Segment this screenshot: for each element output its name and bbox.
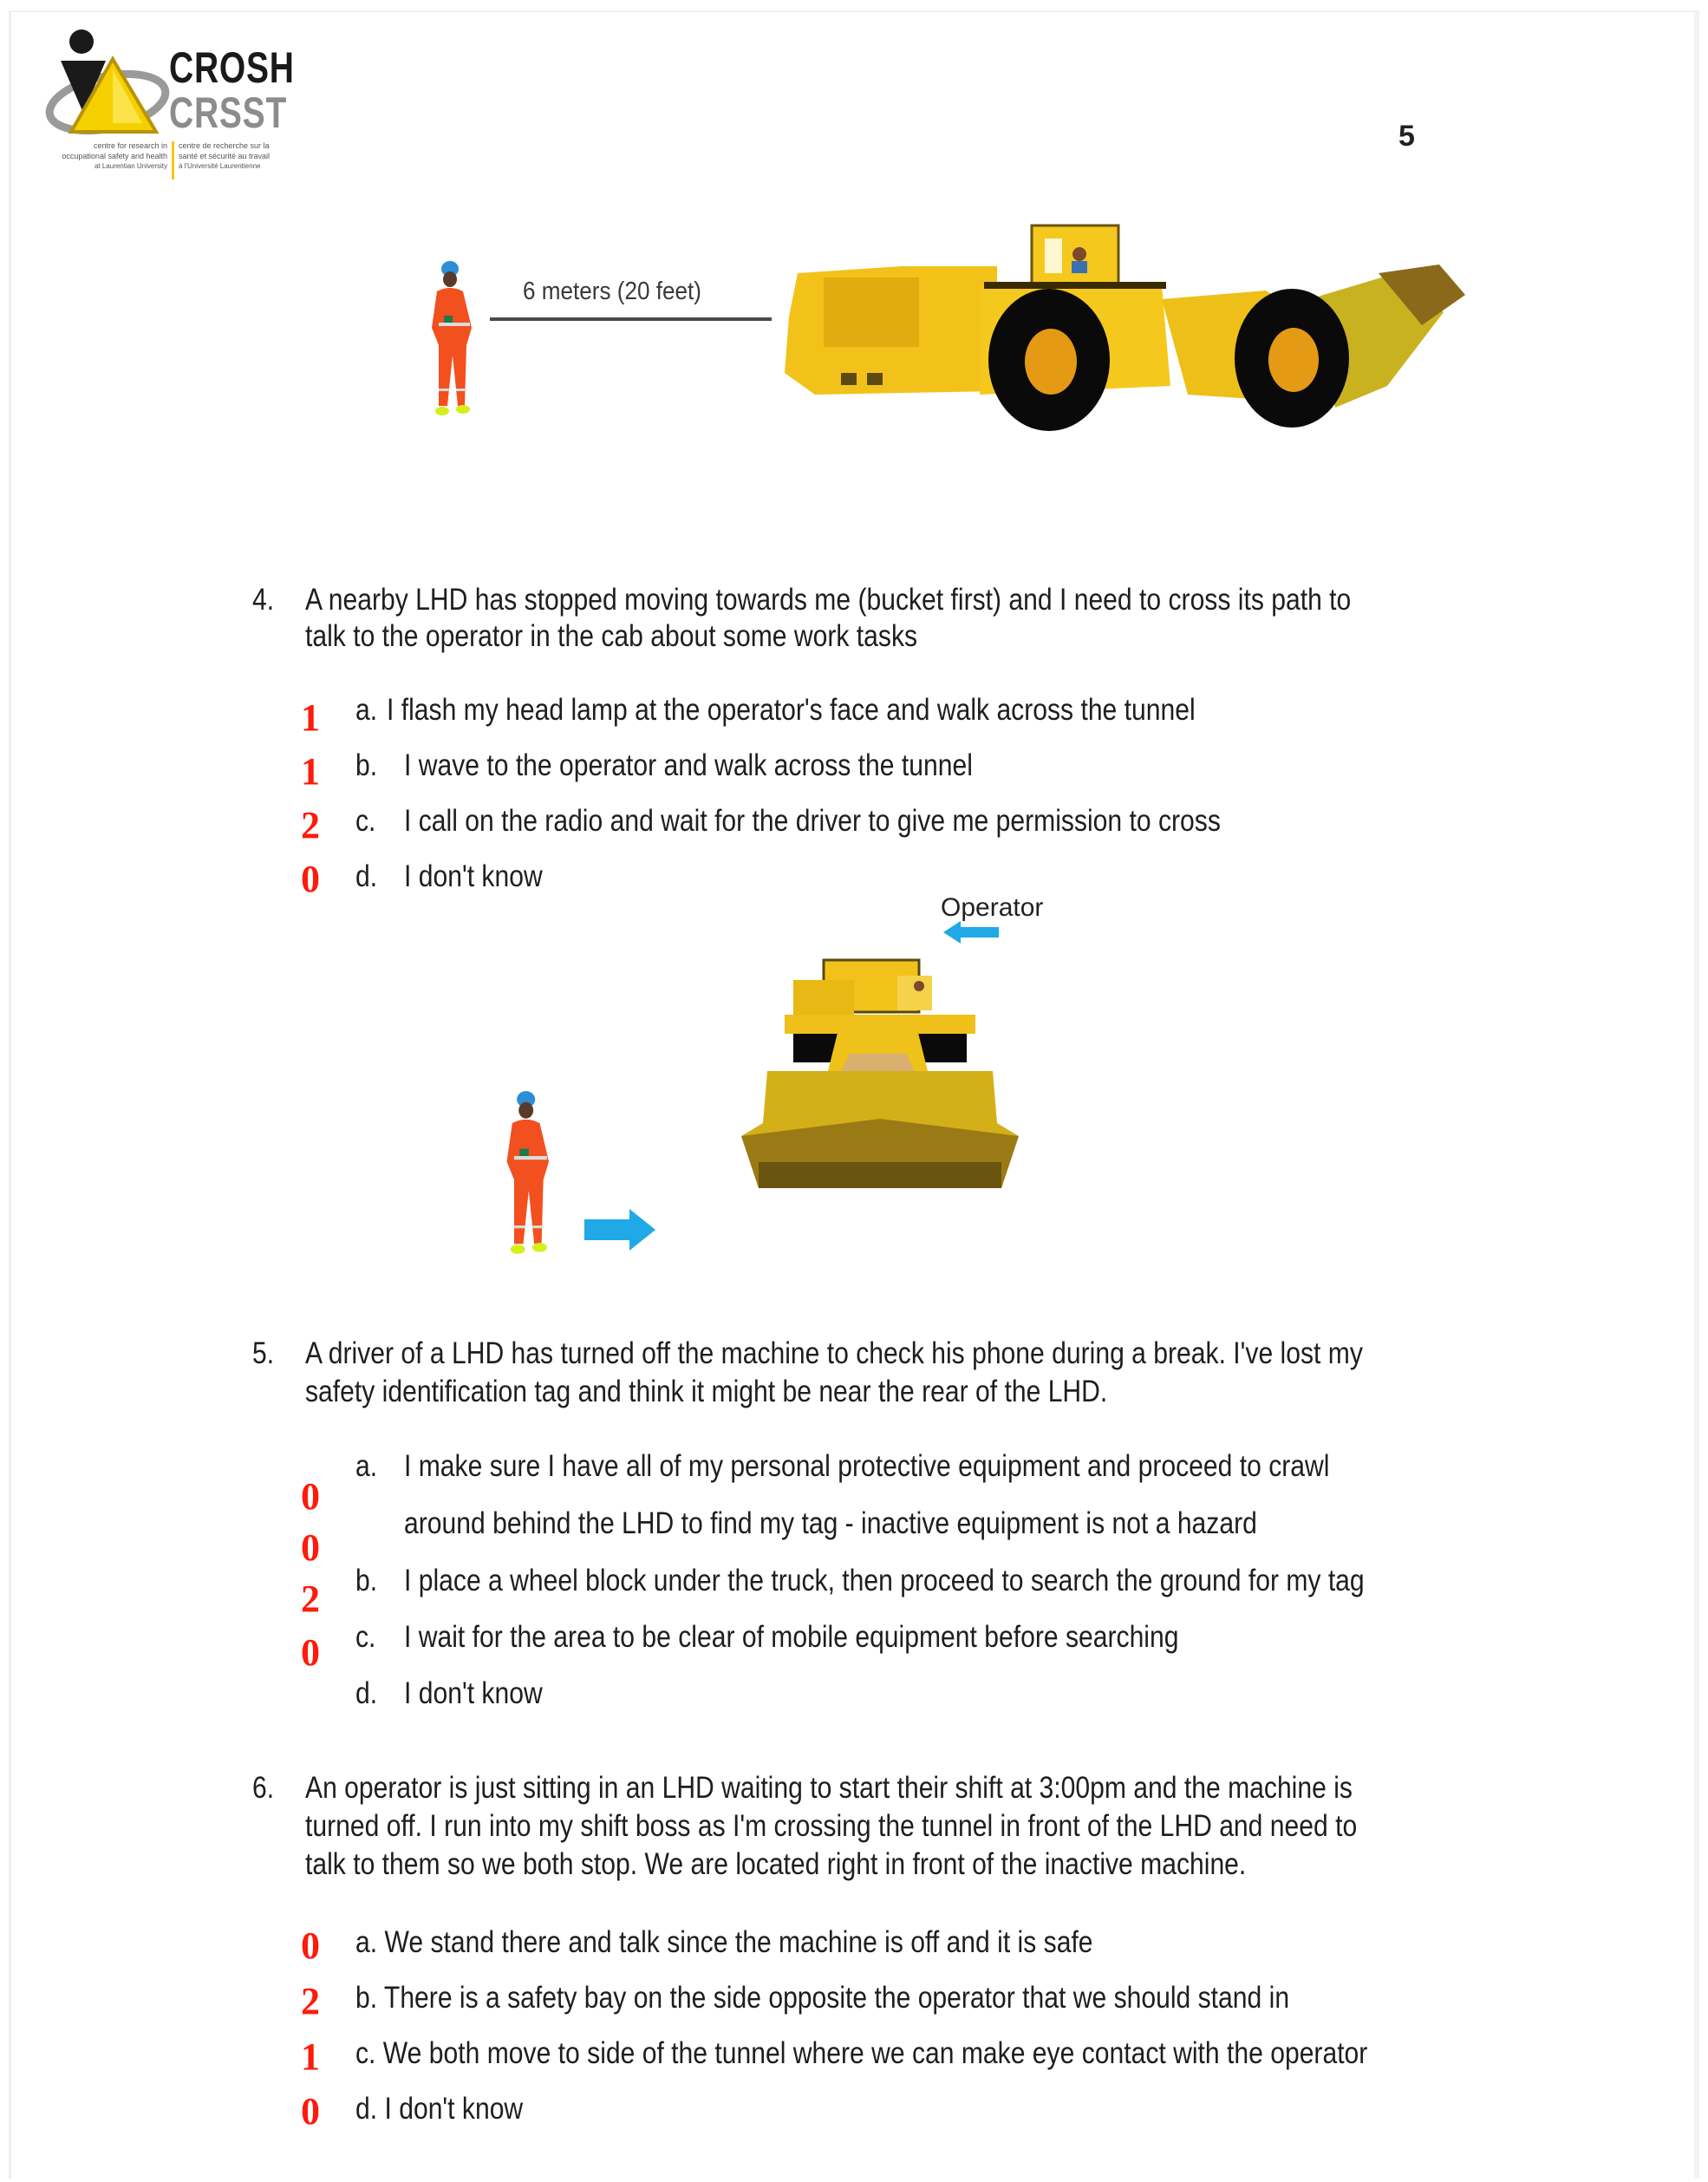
- option-letter: a.: [355, 693, 378, 727]
- question-text-line: turned off. I run into my shift boss as I'm crossing the tunnel in front of the LHD and need to: [305, 1809, 1358, 1843]
- logo-subtitle-en-line: occupational safety and health: [62, 152, 167, 160]
- logo-subtitle-en: [35, 140, 167, 172]
- option-text: I don't know: [404, 859, 543, 893]
- logo-title-fr: CRSST: [169, 88, 288, 137]
- option-text: [355, 1980, 1289, 2016]
- crosh-logo: [35, 22, 295, 182]
- question-number: 4.: [252, 583, 275, 617]
- option-text: I flash my head lamp at the operator's face and walk across the tunnel: [387, 693, 1196, 727]
- option-text: I wave to the operator and walk across the tunnel: [404, 748, 973, 782]
- score-value: 2: [301, 1980, 320, 2022]
- logo-subtitle-en-line: centre for research in: [93, 141, 167, 150]
- option-letter: d.: [355, 2092, 378, 2126]
- worker-in-orange-coverall-icon: [501, 1088, 562, 1258]
- option-text: [355, 2035, 1367, 2072]
- option-letter: b.: [355, 1564, 378, 1597]
- option-letter: b.: [355, 1981, 378, 2015]
- option-letter: c.: [355, 1620, 376, 1654]
- lhd-loader-front-view-icon: [741, 950, 1019, 1192]
- option-text: I call on the radio and wait for the driver to give me permission to cross: [404, 804, 1221, 838]
- question-text-line: talk to them so we both stop. We are located right in front of the inactive machine.: [305, 1847, 1247, 1881]
- option-text-body: I don't know: [384, 2092, 524, 2126]
- option-letter: d.: [355, 859, 378, 893]
- option-text-body: There is a safety bay on the side opposite the operator that we should stand in: [383, 1981, 1290, 2015]
- question-number: 5.: [252, 1336, 275, 1370]
- score-value: 0: [301, 2090, 320, 2133]
- score-value: 2: [301, 1578, 320, 1620]
- arrow-left-icon: [943, 919, 1001, 945]
- question-text-line: talk to the operator in the cab about some work tasks: [305, 619, 918, 653]
- score-value: 0: [301, 1631, 320, 1674]
- option-text: [355, 2091, 523, 2127]
- option-letter: c.: [355, 2036, 376, 2070]
- option-text-line: around behind the LHD to find my tag - inactive equipment is not a hazard: [404, 1506, 1257, 1540]
- option-letter: a.: [355, 1925, 378, 1959]
- question-number: 6.: [252, 1771, 275, 1805]
- logo-divider: [172, 141, 174, 180]
- option-text-line: I make sure I have all of my personal protective equipment and proceed to crawl: [404, 1449, 1330, 1483]
- arrow-right-icon: [583, 1207, 655, 1252]
- option-text: [355, 1924, 1093, 1961]
- page-number: 5: [1398, 120, 1415, 153]
- worker-in-orange-coverall-icon: [427, 258, 484, 419]
- logo-subtitle-en-line: at Laurentian University: [94, 162, 167, 170]
- distance-line: [490, 317, 772, 321]
- option-letter: b.: [355, 748, 378, 782]
- option-letter: c.: [355, 804, 376, 838]
- question-text-line: A nearby LHD has stopped moving towards me (bucket first) and I need to cross its path to: [305, 583, 1352, 617]
- logo-title-en: CROSH: [169, 43, 295, 92]
- logo-subtitle-fr: [179, 140, 270, 172]
- option-text: I place a wheel block under the truck, then proceed to search the ground for my tag: [404, 1564, 1365, 1597]
- score-value: 1: [301, 696, 320, 739]
- option-text-body: We both move to side of the tunnel where we can make eye contact with the operator: [382, 2036, 1368, 2070]
- option-text: I wait for the area to be clear of mobile equipment before searching: [404, 1620, 1179, 1654]
- option-letter: a.: [355, 1449, 378, 1483]
- question-text-line: A driver of a LHD has turned off the machine to check his phone during a break. I've lost my: [305, 1336, 1363, 1370]
- distance-label: 6 meters (20 feet): [523, 278, 701, 305]
- option-text: I don't know: [404, 1676, 543, 1710]
- score-value: 1: [301, 2035, 320, 2078]
- score-value: 0: [301, 858, 320, 900]
- logo-subtitle-fr-line: santé et sécurité au travail: [179, 152, 271, 160]
- score-value: 0: [301, 1526, 320, 1569]
- logo-subtitle-fr-line: centre de recherche sur la: [179, 141, 270, 150]
- option-letter: d.: [355, 1676, 378, 1710]
- operator-label: Operator: [941, 893, 1044, 922]
- crosh-triangle-logo-icon: [45, 26, 171, 139]
- score-value: 0: [301, 1924, 320, 1967]
- logo-subtitle-fr-line: à l'Université Laurentienne: [179, 162, 261, 170]
- score-value: 2: [301, 804, 320, 846]
- lhd-loader-side-view-icon: [780, 212, 1483, 434]
- score-value: 0: [301, 1475, 320, 1518]
- question-text-line: safety identification tag and think it might be near the rear of the LHD.: [305, 1375, 1108, 1408]
- question-text-line: An operator is just sitting in an LHD waiting to start their shift at 3:00pm and the machine is: [305, 1771, 1353, 1805]
- score-value: 1: [301, 750, 320, 793]
- option-text-body: We stand there and talk since the machine is off and it is safe: [384, 1925, 1093, 1959]
